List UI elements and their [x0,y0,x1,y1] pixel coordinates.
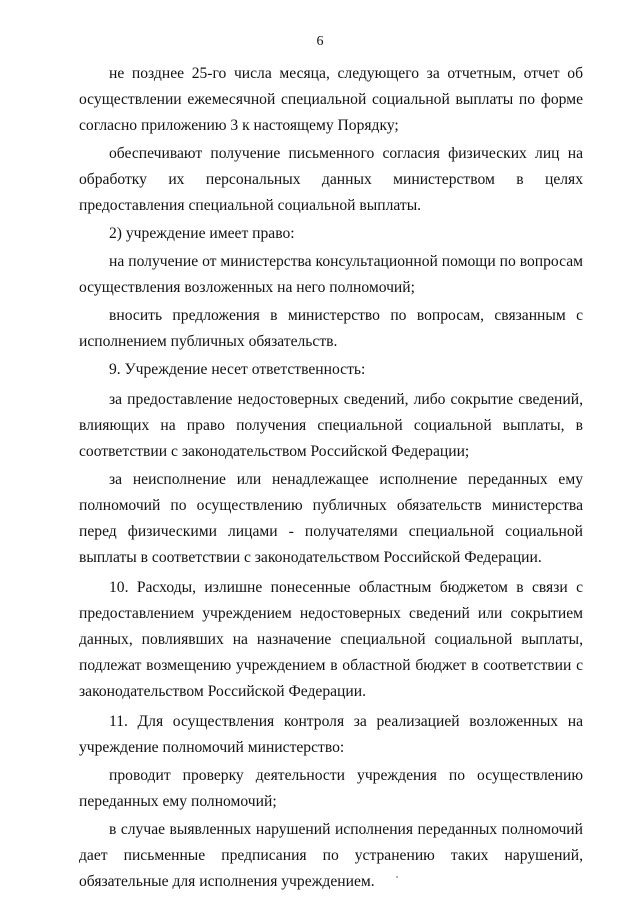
paragraph: вносить предложения в министерство по вопросам, связанным с исполнением публичных обязательств. [79,307,583,350]
paragraph: 2) учреждение имеет право: [109,225,295,242]
paragraph: 10. Расходы, излишне понесенные областным бюджетом в связи с предоставлением учреждением недостоверных сведений или сокрытием данных, повлиявших на назначение специальной социальной выплаты, подлежат возмещению учреждением в областной бюджет в соответствии с законодательством Российской Федерации. [79,579,583,700]
paragraph: 11. Для осуществления контроля за реализацией возложенных на учреждение полномочий министерство: [79,713,583,756]
scan-speck [396,876,398,878]
document-body [79,61,583,897]
paragraph: проводит проверку деятельности учреждения по осуществлению переданных ему полномочий; [79,767,583,810]
paragraph: обеспечивают получение письменного согласия физических лиц на обработку их персональных данных министерством в целях предоставления специальной социальной выплаты. [79,145,583,214]
paragraph: не позднее 25-го числа месяца, следующего за отчетным, отчет об осуществлении ежемесячной специальной социальной выплаты по форме согласно приложению 3 к настоящему Порядку; [79,65,583,134]
paragraph: за неисполнение или ненадлежащее исполнение переданных ему полномочий по осуществлению публичных обязательств министерства перед физическими лицами - получателями специальной социальной выплаты в соответствии с законодательством Российской Федерации. [79,471,583,566]
paragraph: 9. Учреждение несет ответственность: [109,361,366,378]
paragraph: на получение от министерства консультационной помощи по вопросам осуществления возложенных на него полномочий; [79,253,583,296]
paragraph: в случае выявленных нарушений исполнения переданных полномочий дает письменные предписания по устранению таких нарушений, обязательные для исполнения учреждением. [79,821,583,890]
paragraph: за предоставление недостоверных сведений, либо сокрытие сведений, влияющих на право получения специальной социальной выплаты, в соответствии с законодательством Российской Федерации; [79,391,583,460]
page-number: 6 [316,34,324,49]
